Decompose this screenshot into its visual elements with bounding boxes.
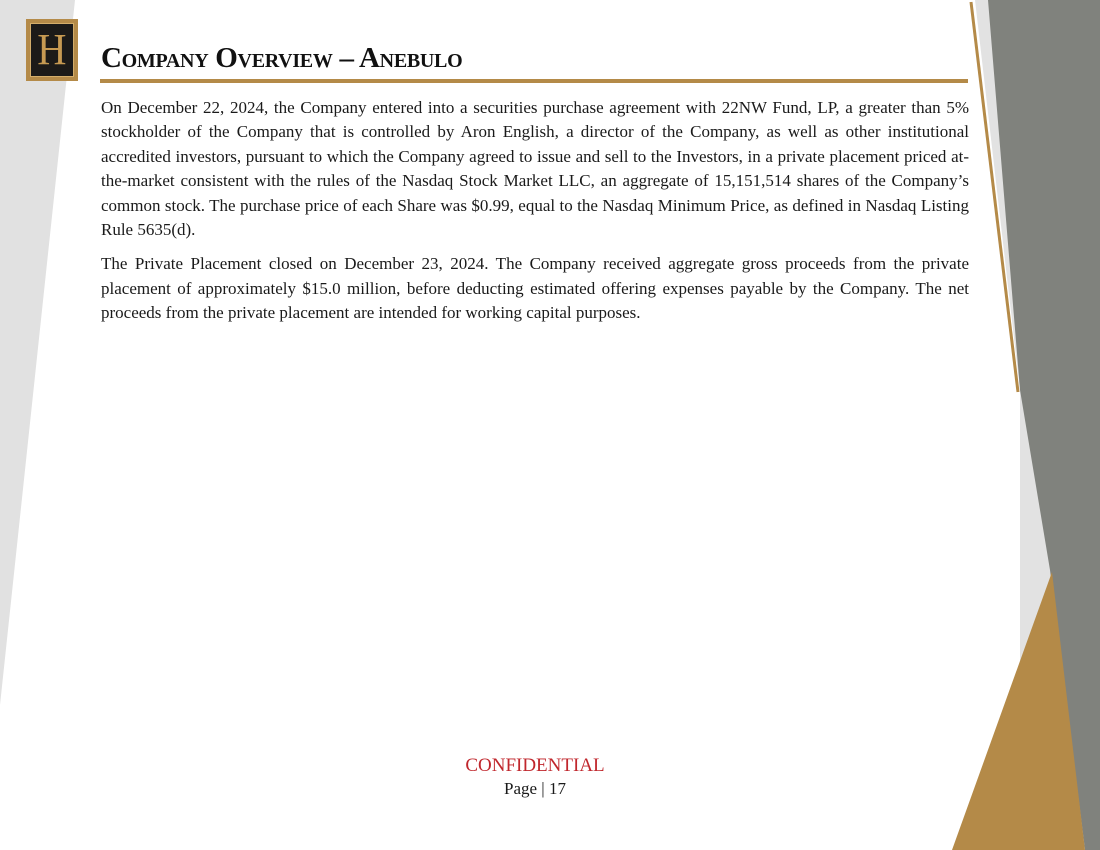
title-underline (100, 79, 968, 83)
paragraph: The Private Placement closed on December 23, 2024. The Company received aggregate gross proceeds from the private placement of approximately $15.0 million, before deducting estimated offering expenses payable by the Company. The net proceeds from the private placement are intended for working capital purposes. (101, 254, 969, 323)
logo-letter: H (37, 25, 67, 74)
body-text (101, 96, 969, 336)
paragraph: On December 22, 2024, the Company entered into a securities purchase agreement with 22NW Fund, LP, a greater than 5% stockholder of the Company that is controlled by Aron English, a director of the Company, as well as other institutional accredited investors, pursuant to which the Company agreed to issue and sell to the Investors, in a private placement priced at-the-market consistent with the rules of the Nasdaq Stock Market LLC, an aggregate of 15,151,514 shares of the Company’s common stock. The purchase price of each Share was $0.99, equal to the Nasdaq Minimum Price, as defined in Nasdaq Listing Rule 5635(d). (101, 98, 969, 240)
logo-frame (30, 23, 74, 77)
page-number: Page | 17 (504, 779, 566, 798)
left-gray-wedge (0, 0, 75, 705)
confidential-label: CONFIDENTIAL (465, 755, 605, 776)
page-title: Company Overview – Anebulo (101, 42, 463, 74)
company-logo (26, 19, 78, 81)
